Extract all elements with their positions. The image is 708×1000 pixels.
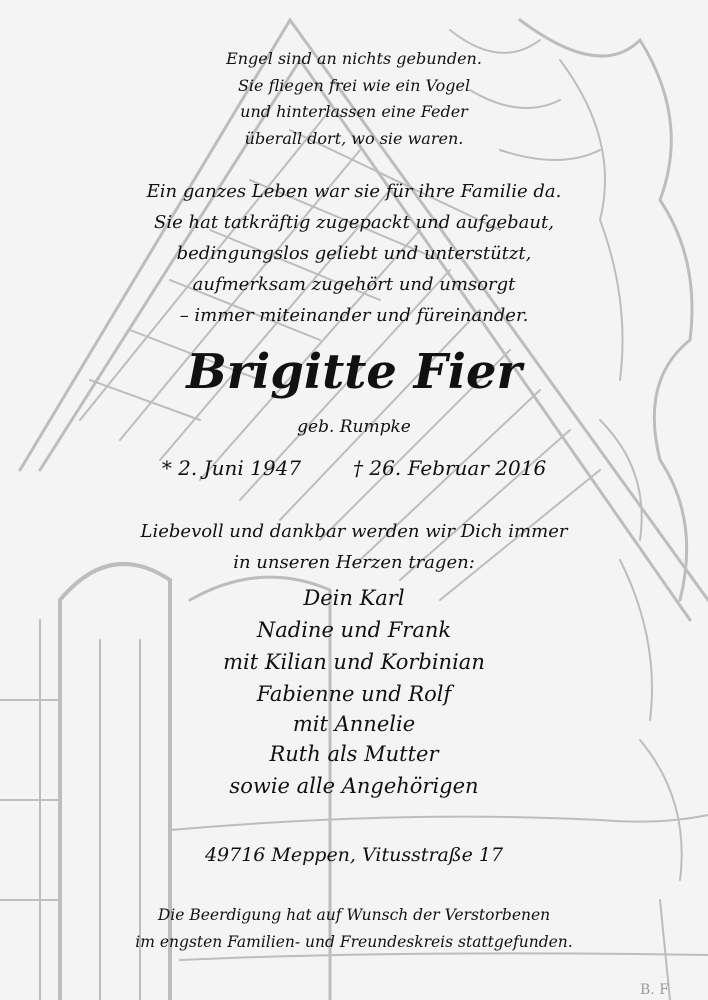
maiden-name: geb. Rumpke	[297, 417, 411, 437]
poem-line: Engel sind an nichts gebunden.	[226, 49, 482, 68]
funeral-line: im engsten Familien- und Freundeskreis stattgefunden.	[135, 933, 573, 951]
family-line: mit Annelie	[292, 712, 416, 736]
funeral-note	[0, 902, 708, 956]
birth-date: * 2. Juni 1947	[161, 456, 302, 480]
artist-signature: B. F	[640, 982, 669, 998]
family-block	[0, 582, 708, 802]
farewell-block	[0, 516, 708, 578]
farewell-line: in unseren Herzen tragen:	[233, 552, 475, 573]
intro-line: – immer miteinander und füreinander.	[179, 305, 529, 326]
death-date: † 26. Februar 2016	[353, 456, 547, 480]
intro-line: Sie hat tatkräftig zugepackt und aufgebaut,	[154, 212, 554, 233]
family-line: Dein Karl	[303, 586, 405, 610]
family-line: Ruth als Mutter	[269, 742, 439, 766]
funeral-line: Die Beerdigung hat auf Wunsch der Verstorbenen	[157, 906, 551, 924]
poem-line: überall dort, wo sie waren.	[244, 128, 464, 148]
deceased-name: Brigitte Fier	[186, 344, 522, 400]
intro-line: Ein ganzes Leben war sie für ihre Familie da.	[146, 181, 562, 202]
family-line: sowie alle Angehörigen	[229, 774, 479, 798]
family-line: mit Kilian und Korbinian	[223, 650, 485, 674]
intro-line: aufmerksam zugehört und umsorgt	[192, 274, 516, 295]
family-line: Nadine und Frank	[256, 618, 452, 642]
poem-line: und hinterlassen eine Feder	[240, 102, 468, 121]
address: 49716 Meppen, Vitusstraße 17	[204, 844, 504, 866]
intro-line: bedingungslos geliebt und unterstützt,	[176, 243, 532, 264]
family-line: Fabienne und Rolf	[256, 682, 452, 706]
life-dates	[0, 451, 708, 485]
farewell-line: Liebevoll und dankbar werden wir Dich immer	[140, 521, 568, 542]
poem-block	[0, 46, 708, 152]
poem-line: Sie fliegen frei wie ein Vogel	[237, 75, 471, 95]
intro-block	[0, 176, 708, 331]
